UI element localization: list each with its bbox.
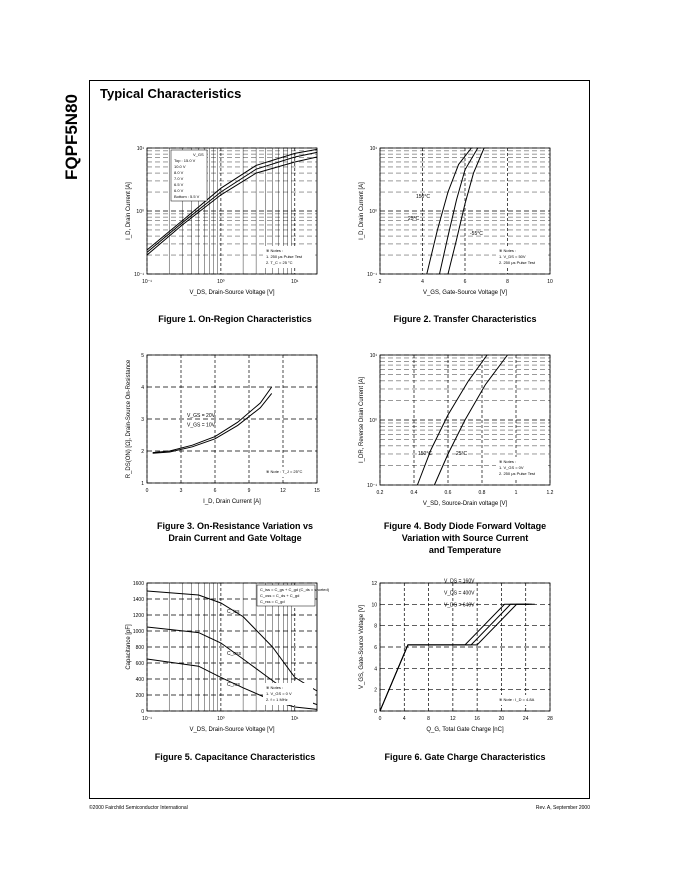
chart-1-y-tick-label: 10¹	[136, 146, 144, 152]
section-title: Typical Characteristics	[100, 86, 242, 101]
chart-6-x-tick-label: 24	[522, 716, 529, 722]
chart-2-x-tick-label: 2	[378, 279, 382, 285]
chart-6-series-label: V_DS = 640V	[444, 602, 475, 609]
figure-5-caption: Figure 5. Capacitance Characteristics	[154, 752, 316, 762]
chart-1-legend-entry: Bottom : 5.5 V	[174, 194, 200, 199]
chart-3-x-axis-label: I_D, Drain Current [A]	[203, 499, 261, 505]
chart-1-y-tick-label: 10⁰	[136, 209, 144, 215]
chart-6-x-tick-label: 28	[547, 716, 553, 722]
chart-1-legend-title: V_GS	[193, 152, 204, 157]
footer-copyright: ©2000 Fairchild Semiconductor International	[89, 805, 188, 811]
chart-5-y-tick-label: 400	[135, 677, 144, 683]
chart-1-legend-entry: 7.0 V	[174, 176, 184, 181]
part-number-text: FQPF5N80	[62, 94, 81, 180]
chart-2-x-tick-label: 8	[506, 279, 509, 285]
chart-1-x-tick-label: 10⁰	[217, 279, 225, 285]
chart-2-curve-label: -55°C	[470, 231, 483, 237]
chart-2-y-tick-label: 10⁰	[369, 209, 377, 215]
figure-3-caption-line: Drain Current and Gate Voltage	[168, 533, 302, 543]
chart-5-y-tick-label: 1000	[132, 629, 144, 635]
chart-5-legend-entry: C_oss = C_ds + C_gd	[260, 593, 300, 598]
chart-3-y-tick-label: 5	[141, 353, 144, 359]
chart-5-y-tick-label: 1200	[132, 613, 144, 619]
figure-4-caption-line: Variation with Source Current	[401, 533, 529, 543]
chart-2-x-tick-label: 6	[463, 279, 467, 285]
chart-6-x-tick-label: 16	[474, 716, 480, 722]
chart-4-y-tick-label: 10¹	[369, 353, 377, 359]
chart-5-x-tick-label: 10⁰	[217, 716, 225, 722]
chart-4-x-tick-label: 0.4	[410, 490, 418, 496]
chart-2-y-tick-label: 10⁻¹	[367, 272, 377, 278]
figure-4-caption	[355, 520, 575, 556]
chart-4-y-axis-label: I_DR, Reverse Drain Current [A]	[359, 376, 365, 464]
chart-4-x-tick-label: 0.6	[444, 490, 452, 496]
chart-4-x-axis-label: V_SD, Source-Drain voltage [V]	[422, 501, 508, 507]
chart-6-y-tick-label: 10	[371, 602, 377, 609]
figure-3-caption-line: Figure 3. On-Resistance Variation vs	[156, 521, 314, 531]
chart-1-x-tick-label: 10⁻¹	[142, 279, 152, 285]
chart-3-x-tick-label: 12	[280, 488, 286, 494]
chart-2-y-axis-label: I_D, Drain Current [A]	[359, 182, 365, 240]
chart-5-y-tick-label: 0	[141, 709, 144, 715]
chart-3-y-tick-label: 2	[141, 449, 144, 455]
chart-4-x-tick-label: 0.2	[376, 490, 384, 496]
chart-5-y-tick-label: 800	[135, 645, 144, 651]
chart-5-y-axis-label: Capacitance [pF]	[126, 624, 132, 670]
chart-2-note-text: 2. 250 μs Pulse Test	[499, 260, 536, 265]
chart-1-note-text: ※ Notes :	[266, 248, 284, 253]
chart-1-note-text: 2. T_C = 25 °C	[266, 260, 293, 265]
chart-5-x-axis-label: V_DS, Drain-Source Voltage [V]	[189, 727, 275, 733]
chart-6-x-tick-label: 20	[498, 716, 505, 722]
chart-2-curve-label: 25°C	[408, 216, 420, 222]
chart-4-note-text: 1. V_GS = 0V	[499, 465, 524, 470]
figure-4-caption-line: and Temperature	[428, 545, 502, 555]
chart-2-x-tick-label: 4	[421, 279, 424, 285]
chart-5-curve-label: C_iss	[227, 609, 240, 615]
chart-5-y-tick-label: 600	[135, 661, 144, 667]
chart-6-y-axis-label: V_GS, Gate-Source Voltage [V]	[359, 604, 365, 690]
chart-2-y-tick-label: 10¹	[369, 146, 377, 152]
chart-1-legend-entry: 8.0 V	[174, 170, 184, 175]
chart-1-legend-entry: 10.0 V	[174, 164, 186, 169]
chart-3-x-tick-label: 15	[314, 488, 320, 494]
chart-1-legend-entry: 6.0 V	[174, 188, 184, 193]
figure-3-caption	[125, 520, 345, 544]
chart-2-note-text: ※ Notes :	[499, 248, 517, 253]
chart-3-note-text: ※ Note : T_J = 25°C	[266, 469, 303, 474]
chart-4-x-tick-label: 0.8	[478, 490, 486, 496]
chart-6-y-tick-label: 0	[374, 709, 377, 715]
figure-2-caption: Figure 2. Transfer Characteristics	[393, 314, 537, 324]
chart-1-note-text: 1. 250 μs Pulse Test	[266, 254, 303, 259]
chart-5-legend-entry: C_rss = C_gd	[260, 599, 285, 604]
chart-6-x-axis-label: Q_G, Total Gate Charge [nC]	[426, 727, 504, 733]
chart-3-y-tick-label: 3	[141, 417, 144, 423]
chart-5-curve-label: C_oss	[227, 651, 242, 657]
chart-4-y-tick-label: 10⁰	[369, 418, 377, 424]
chart-5-y-tick-label: 1400	[132, 597, 144, 603]
chart-1-legend-entry: Top : 15.0 V	[174, 158, 196, 163]
chart-3-y-axis-label: R_DS(ON) [Ω], Drain-Source On-Resistance	[126, 359, 132, 479]
chart-5-legend-entry: C_iss = C_gs + C_gd (C_ds = shorted)	[260, 587, 330, 592]
chart-5-y-tick-label: 1600	[132, 581, 144, 587]
chart-1-legend-entry: 6.5 V	[174, 182, 184, 187]
chart-6-y-tick-label: 8	[374, 623, 377, 630]
chart-3-x-tick-label: 3	[179, 488, 183, 494]
chart-6-x-tick-label: 12	[450, 716, 456, 722]
chart-5-y-tick-label: 200	[135, 693, 144, 699]
chart-3-x-tick-label: 0	[145, 488, 149, 494]
chart-1-x-tick-label: 10¹	[291, 279, 299, 285]
chart-3-y-tick-label: 4	[141, 385, 144, 391]
chart-6-x-tick-label: 0	[378, 716, 382, 722]
footer-revision: Rev. A, September 2000	[535, 805, 590, 811]
chart-4-curve-label: 25°C	[456, 451, 468, 457]
chart-6-series-label: V_DS = 160V	[444, 578, 475, 585]
chart-5-note-text: 1. V_GS = 0 V	[266, 691, 292, 696]
chart-2-x-tick-label: 10	[547, 279, 553, 285]
chart-3-y-tick-label: 1	[141, 481, 144, 487]
chart-3-x-tick-label: 6	[213, 488, 217, 494]
figure-1-caption: Figure 1. On-Region Characteristics	[158, 314, 312, 324]
chart-5-curve-label: C_rss	[227, 682, 241, 688]
chart-6-note-text: ※ Note : I_D = 4.8A	[499, 697, 535, 702]
chart-2-curve-label: 150°C	[416, 194, 430, 200]
chart-4-note-text: ※ Notes :	[499, 459, 517, 464]
figure-4-caption-line: Figure 4. Body Diode Forward Voltage	[383, 521, 547, 531]
chart-5-note-text: 2. f = 1 MHz	[266, 697, 288, 702]
chart-5-x-tick-label: 10¹	[291, 716, 299, 722]
chart-1-y-axis-label: I_D, Drain Current [A]	[126, 182, 132, 240]
chart-6-x-tick-label: 4	[402, 716, 406, 722]
chart-4-x-tick-label: 1.2	[546, 490, 554, 496]
chart-4-y-tick-label: 10⁻¹	[367, 483, 377, 489]
chart-5-note-text: ※ Notes :	[266, 685, 284, 690]
chart-1-x-axis-label: V_DS, Drain-Source Voltage [V]	[189, 290, 275, 296]
chart-3-series-label: V_GS = 20V	[187, 412, 215, 419]
chart-5-x-tick-label: 10⁻¹	[142, 716, 152, 722]
chart-6-y-tick-label: 4	[374, 666, 377, 673]
chart-4-note-text: 2. 250 μs Pulse Test	[499, 471, 536, 476]
figure-6-caption: Figure 6. Gate Charge Characteristics	[384, 752, 546, 762]
chart-6-series-label: V_DS = 400V	[444, 590, 475, 597]
chart-1-y-tick-label: 10⁻¹	[134, 272, 144, 278]
chart-3-series-label: V_GS = 10V	[187, 422, 215, 429]
chart-4-curve-label: 150°C	[418, 451, 432, 457]
chart-4-x-tick-label: 1	[514, 490, 518, 496]
chart-6-y-tick-label: 6	[374, 645, 377, 651]
chart-2-note-text: 1. V_DS = 50V	[499, 254, 526, 259]
chart-6-y-tick-label: 2	[374, 687, 377, 694]
chart-2-x-axis-label: V_GS, Gate-Source Voltage [V]	[422, 290, 508, 296]
chart-6-x-tick-label: 8	[427, 716, 430, 722]
chart-6-y-tick-label: 12	[371, 581, 377, 587]
chart-3-x-tick-label: 9	[247, 488, 251, 494]
